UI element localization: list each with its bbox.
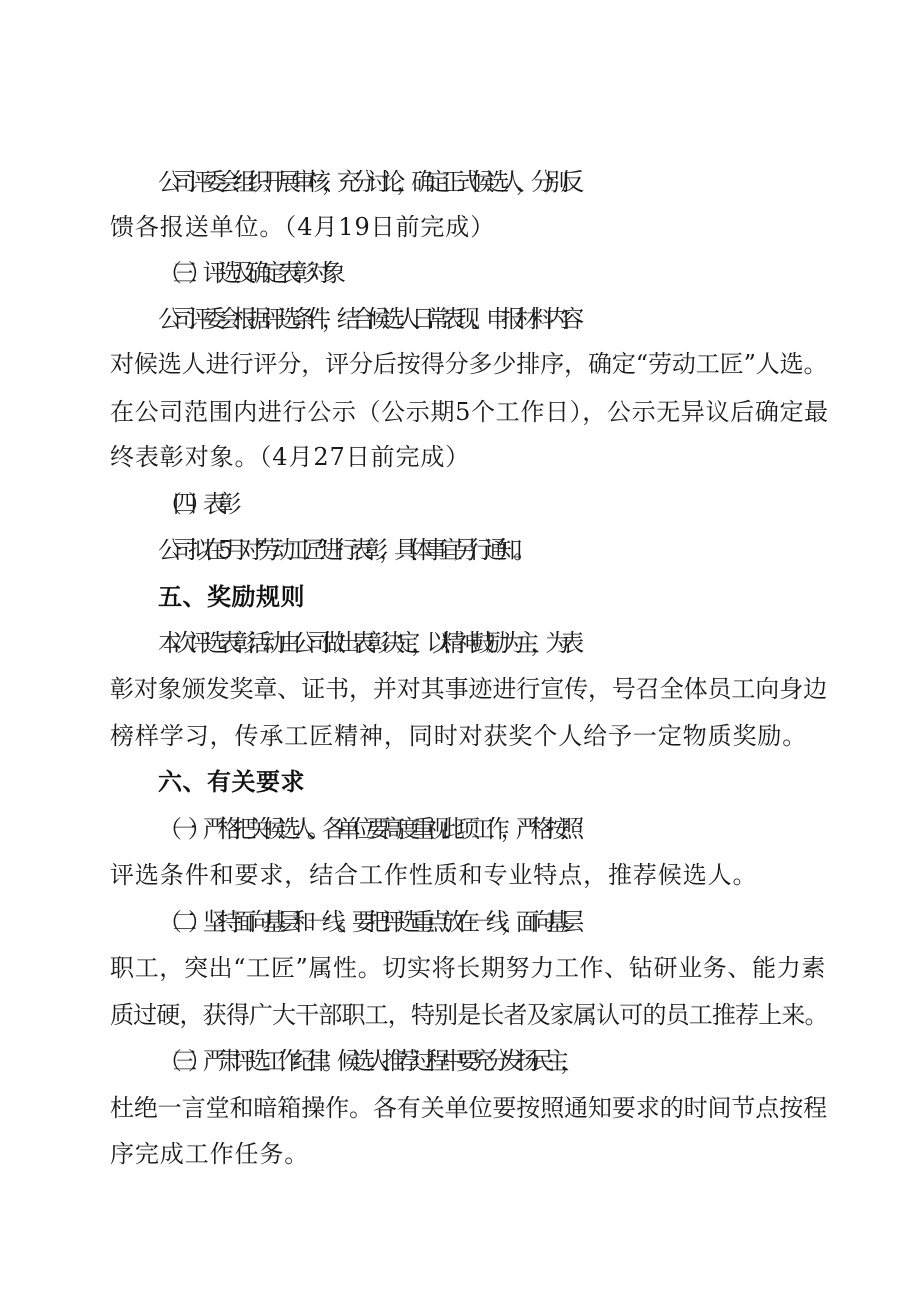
- paragraph-line: 职工，突出“工匠”属性。切实将长期努力工作、钻研业务、能力素: [110, 954, 827, 982]
- paragraph-line: 彰对象颁发奖章、证书，并对其事迹进行宣传，号召全体员工向身边: [110, 675, 827, 703]
- section-heading: 六、有关要求: [158, 768, 305, 796]
- paragraph-line: 榜样学习，传承工匠精神，同时对获奖个人给予一定物质奖励。: [110, 722, 808, 750]
- paragraph-line: 公司拟在5月对“劳动工匠”进行表彰，具体事宜另行通知。: [158, 536, 529, 564]
- paragraph-line: 馈各报送单位。（4月19日前完成）: [110, 213, 496, 241]
- paragraph-line: 对候选人进行评分，评分后按得分多少排序，确定“劳动工匠”人选。: [110, 350, 828, 378]
- paragraph-line: 质过硬，获得广大干部职工，特别是长者及家属认可的员工推荐上来。: [110, 1001, 828, 1029]
- paragraph-line: 本次评选表彰活动由公司做出表彰决定，以精神鼓励为主，为表: [158, 629, 576, 657]
- paragraph-line: （二）坚持面向基层和一线。要把评选重点放在一线，面向基层: [158, 908, 576, 936]
- subsection-title: （四）表彰: [158, 490, 233, 518]
- paragraph-line: 在公司范围内进行公示（公示期5个工作日），公示无异议后确定最: [110, 398, 829, 426]
- paragraph-line: 公司评委会根据评选条件，结合候选人日常表现、申报材料内容: [158, 305, 576, 333]
- paragraph-line: 序完成工作任务。: [110, 1140, 310, 1168]
- paragraph-line: （一）严格把关候选人。各单位要高度重视此项工作，严格按照: [158, 815, 576, 843]
- section-heading: 五、奖励规则: [158, 583, 305, 611]
- subsection-title: （三）评选及确定表彰对象: [158, 259, 337, 287]
- paragraph-line: 杜绝一言堂和暗箱操作。各有关单位要按照通知要求的时间节点按程: [110, 1094, 827, 1122]
- paragraph-line: （三）严肃评选工作纪律。候选人推荐过程中要充分发扬民主，: [158, 1047, 576, 1075]
- paragraph-line: 评选条件和要求，结合工作性质和专业特点，推荐候选人。: [110, 861, 758, 889]
- paragraph-line: 公司评委会组织开展审核，充分讨论，确定正式候选人，分别反: [158, 168, 576, 196]
- paragraph-line: 终表彰对象。（4月27日前完成）: [110, 443, 471, 471]
